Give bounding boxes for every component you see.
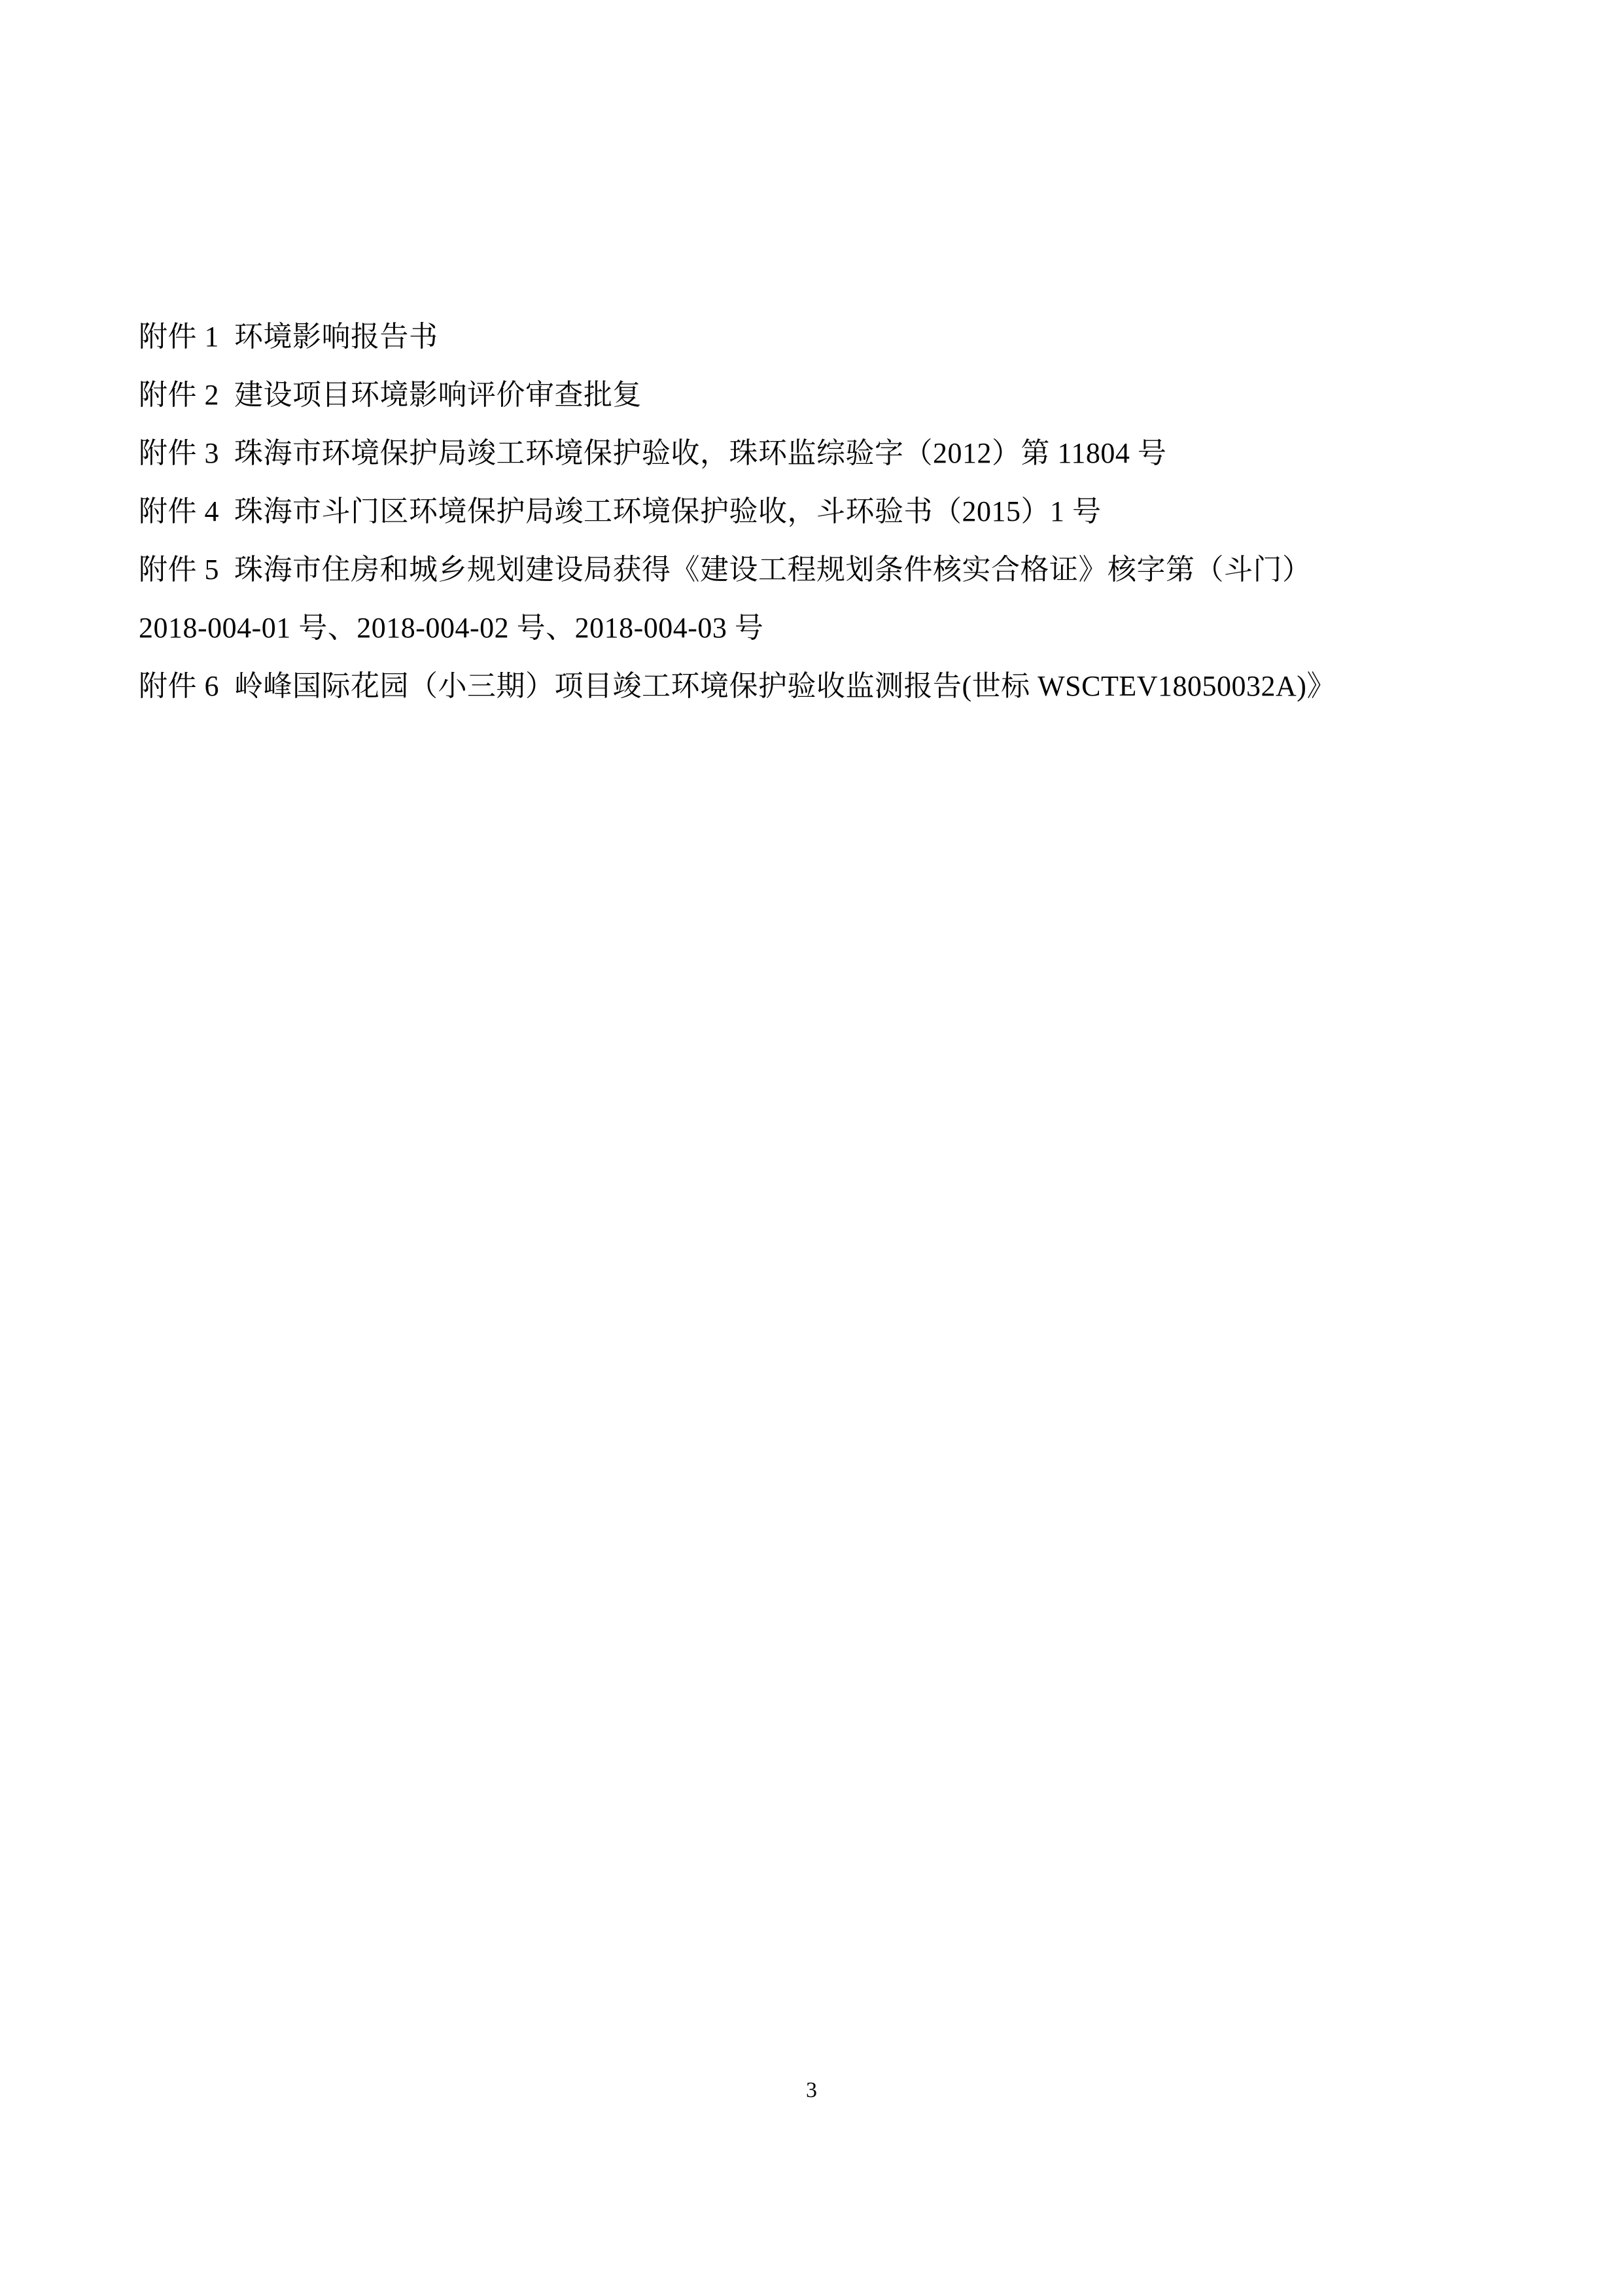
attachment-list bbox=[139, 308, 1512, 715]
attachment-line-3: 附件 3 珠海市环境保护局竣工环境保护验收，珠环监综验字（2012）第 11804 号 bbox=[139, 437, 1167, 469]
attachment-line-5: 附件 5 珠海市住房和城乡规划建设局获得《建设工程规划条件核实合格证》核字第（斗门） bbox=[139, 554, 1312, 586]
attachment-line-4: 附件 4 珠海市斗门区环境保护局竣工环境保护验收，斗环验书（2015）1 号 bbox=[139, 495, 1102, 527]
attachment-line-6: 附件 6 岭峰国际花园（小三期）项目竣工环境保护验收监测报告(世标 WSCTEV18050032A)》 bbox=[139, 670, 1336, 702]
attachment-line-5-continued: 2018-004-01 号、2018-004-02 号、2018-004-03 号 bbox=[139, 612, 764, 644]
attachment-line-2: 附件 2 建设项目环境影响评价审查批复 bbox=[139, 379, 642, 411]
attachment-line-1: 附件 1 环境影响报告书 bbox=[139, 321, 438, 353]
page-footer bbox=[0, 2077, 1623, 2104]
page-number: 3 bbox=[806, 2078, 817, 2102]
